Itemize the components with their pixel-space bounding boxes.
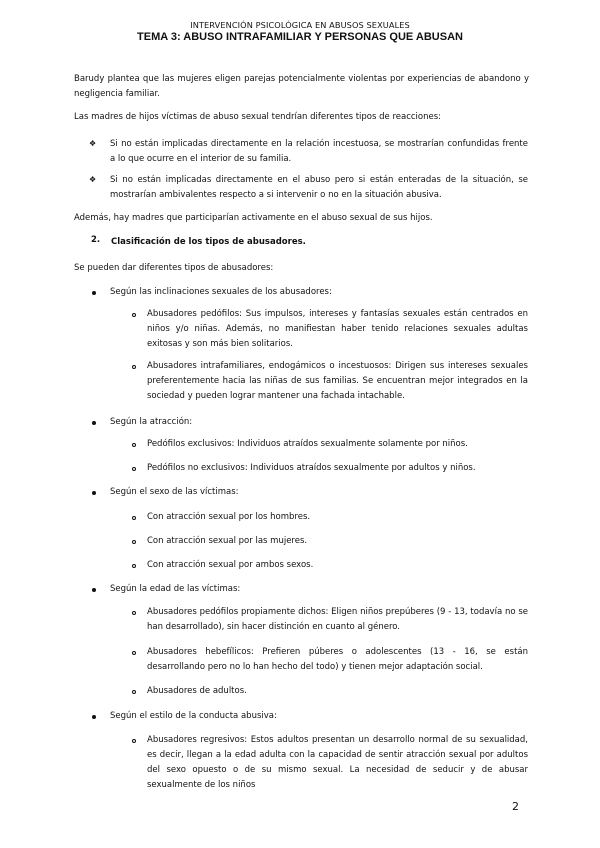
list-item: Con atracción sexual por ambos sexos. <box>147 560 314 570</box>
list-item: Abusadores hebefílicos: Prefieren púberes o adolescentes (13 - 16, se están desarrollando pero no lo han hecho del todo) y tienen mejor adaptación social. <box>147 647 528 672</box>
circle-bullet-icon <box>132 313 136 317</box>
list-item: Con atracción sexual por los hombres. <box>147 512 311 522</box>
mothers-intro: Las madres de hijos víctimas de abuso sexual tendrían diferentes tipos de reacciones: <box>74 112 442 122</box>
category-label: Según la atracción: <box>110 417 193 427</box>
category-label: Según el estilo de la conducta abusiva: <box>110 711 277 721</box>
diamond-bullet-icon: ❖ <box>89 175 97 184</box>
circle-bullet-icon <box>132 443 136 447</box>
intro-paragraph: Barudy plantea que las mujeres eligen parejas potencialmente violentas por experiencias de abandono y negligencia familiar. <box>74 74 529 99</box>
circle-bullet-icon <box>132 365 136 369</box>
course-header: INTERVENCIÓN PSICOLÓGICA EN ABUSOS SEXUALES <box>190 20 410 30</box>
circle-bullet-icon <box>132 611 136 615</box>
list-item: Abusadores pedófilos propiamente dichos: Eligen niños prepúberes (9 - 13, todavía no se han desarrollado), sin hacer distinción en cuanto al género. <box>147 607 528 632</box>
category-label: Según la edad de las víctimas: <box>110 584 241 594</box>
list-item: Abusadores regresivos: Estos adultos presentan un desarrollo normal de su sexualidad, es decir, llegan a la edad adulta con la capacidad de sentir atracción sexual por adultos del sexo opuesto o de su mismo sexual. La necesidad de seducir y de abusar sexualmente de los niños <box>147 735 528 790</box>
section-heading: Clasificación de los tipos de abusadores. <box>111 237 306 247</box>
category-label: Según el sexo de las víctimas: <box>110 487 239 497</box>
bullet-icon <box>92 291 96 295</box>
bullet-icon <box>92 715 96 719</box>
circle-bullet-icon <box>132 467 136 471</box>
mothers-active-paragraph: Además, hay madres que participarían activamente en el abuso sexual de sus hijos. <box>74 213 433 223</box>
circle-bullet-icon <box>132 540 136 544</box>
list-item: Pedófilos exclusivos: Individuos atraídos sexualmente solamente por niños. <box>147 439 468 449</box>
category-label: Según las inclinaciones sexuales de los abusadores: <box>110 287 332 297</box>
mother-reaction-item: Si no están implicadas directamente en la relación incestuosa, se mostrarían confundidas frente a lo que ocurre en el interior de su familia. <box>110 139 528 164</box>
list-item: Con atracción sexual por las mujeres. <box>147 536 308 546</box>
list-item: Abusadores de adultos. <box>147 686 247 696</box>
diamond-bullet-icon: ❖ <box>89 139 97 148</box>
list-item: Abusadores pedófilos: Sus impulsos, intereses y fantasías sexuales están centrados en niños y/o niñas. Además, no manifiestan haber tenido relaciones sexuales adultas exitosas y son más bien solitarios. <box>147 309 528 349</box>
section-number: 2. <box>91 235 101 245</box>
circle-bullet-icon <box>132 651 136 655</box>
mother-reaction-item: Si no están implicadas directamente en el abuso pero si están enteradas de la situación, se mostrarían ambivalentes respecto a si intervenir o no en la situación abusiva. <box>110 175 528 200</box>
circle-bullet-icon <box>132 516 136 520</box>
circle-bullet-icon <box>132 739 136 743</box>
bullet-icon <box>92 588 96 592</box>
types-intro: Se pueden dar diferentes tipos de abusadores: <box>74 263 274 273</box>
circle-bullet-icon <box>132 564 136 568</box>
topic-title: TEMA 3: ABUSO INTRAFAMILIAR Y PERSONAS QUE ABUSAN <box>137 31 463 43</box>
circle-bullet-icon <box>132 690 136 694</box>
bullet-icon <box>92 421 96 425</box>
list-item: Abusadores intrafamiliares, endogámicos o incestuosos: Dirigen sus intereses sexuales preferentemente hacia las niñas de sus familias. Se encuentran mejor integrados en la sociedad y pueden lograr mantener una fachada intachable. <box>147 361 528 401</box>
page-number: 2 <box>512 800 519 813</box>
list-item: Pedófilos no exclusivos: Individuos atraídos sexualmente por adultos y niños. <box>147 463 476 473</box>
bullet-icon <box>92 491 96 495</box>
